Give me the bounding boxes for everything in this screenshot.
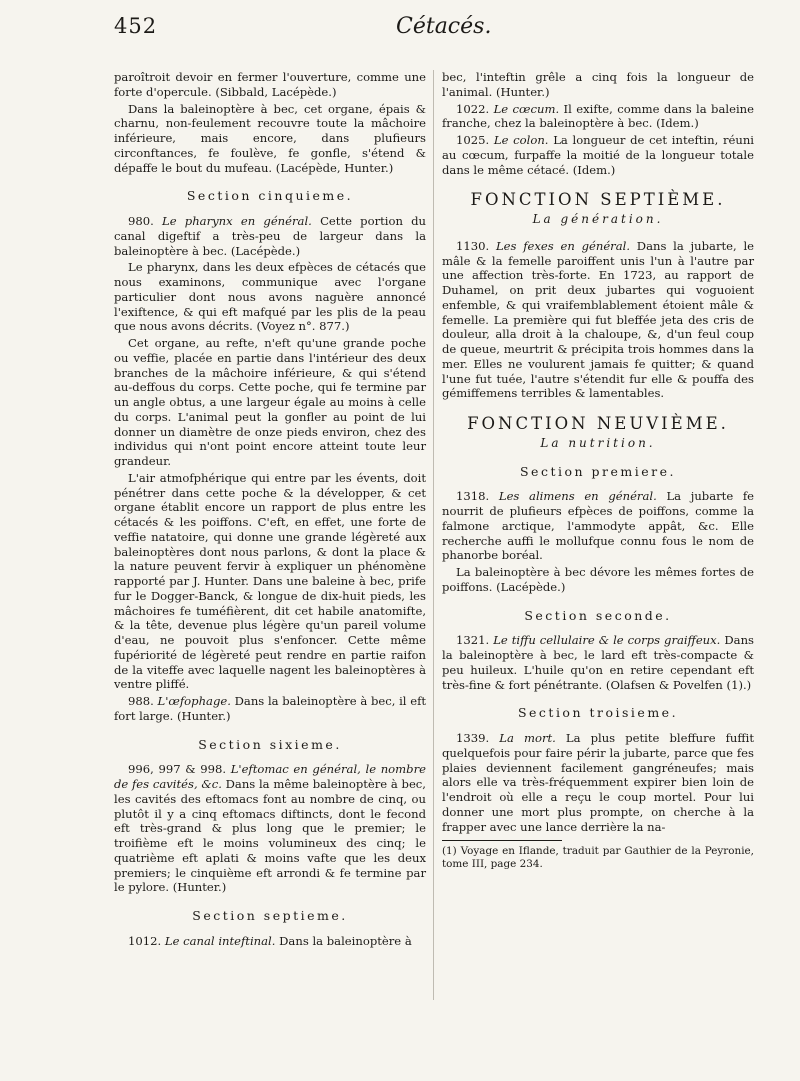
footnote-rule [442, 840, 562, 841]
paragraph: Dans la baleinoptère à bec, cet organe, épais & charnu, non-feulement recouvre toute la mâchoire inférieure, mais encore, dans plufieurs circonftances, fe foulève, fe gonfle, s'étend & dépaffe le bout du mufeau. (Lacépède, Hunter.) [114, 101, 426, 175]
entry-1339: 1339. La mort. La plus petite bleffure fuffit quelquefois pour faire périr la jubarte, parce que fes plaies deviennent facilement gangréneufes; mais alors elle va très-fréquemment expirer bien loin de l'endroit où elle a reçu le coup mortel. Pour lui donner une mort plus prompte, on cherche à la frapper avec une lance derrière la na- [442, 731, 754, 834]
left-column [114, 70, 426, 951]
section-heading: Section seconde. [524, 607, 672, 623]
function-heading: FONCTION SEPTIÈME. [470, 190, 726, 210]
right-column [442, 70, 754, 873]
paragraph: L'air atmofphérique qui entre par les évents, doit pénétrer dans cette poche & la développer, & cet organe établit encore un rapport de plus entre les cétacés & les poiffons. C'eft, en effet, une forte de veffie natatoire, qui donne une grande légèreté aux baleinoptères dont nous parlons, & dont la place & la nature peuvent fervir à expliquer un phénomène rapporté par J. Hunter. Dans une baleine à bec, prife fur le Dogger-Banck, & longue de dix-huit pieds, les mâchoires fe tuméfièrent, dit cet habile anatomifte, & la tête, devenue plus légère qu'un pareil volume d'eau, ne pouvoit plus s'enfoncer. Cette même fupériorité de légèreté peut rendre en partie raifon de la viteffe avec laquelle nagent les baleinoptères à ventre pliffé. [114, 470, 426, 692]
section-heading: Section sixieme. [198, 736, 342, 752]
entry-1022: 1022. Le cœcum. Il exifte, comme dans la baleine franche, chez la baleinoptère à bec. (Idem.) [442, 101, 754, 131]
section-heading: Section troisieme. [517, 705, 679, 721]
section-heading: Section cinquieme. [186, 188, 354, 204]
running-title: Cétacés. [396, 14, 492, 39]
paragraph: paroîtroit devoir en fermer l'ouverture, comme une forte d'opercule. (Sibbald, Lacépède.) [114, 70, 426, 99]
entry-988: 988. L'œfophage. Dans la baleinoptère à bec, il eft fort large. (Hunter.) [114, 694, 427, 723]
entry-1318: 1318. Les alimens en général. La jubarte fe nourrit de plufieurs efpèces de poiffons, comme la falmone arctique, l'ammodyte appât, &c. Elle recherche auffi le mollufque connu fous le nom de phanorbe boréal. [442, 489, 755, 563]
entry-1130: 1130. Les fexes en général. Dans la jubarte, le mâle & la femelle paroiffent unis l'un à l'autre par une affection très-forte. En 1723, au rapport de Duhamel, on prit deux jubartes qui voguoient enfemble, & qui vraifemblablement étoient mâle & femelle. La première qui fut bleffée jeta des cris de douleur, alla droit à la chaloupe, &, d'un feul coup de queue, meurtrit & précipita trois hommes dans la mer. Elles ne voulurent jamais fe quitter; & quand l'une fut tuée, l'autre s'étendit fur elle & pouffa des gémiffemens terribles & lamentables. [442, 238, 755, 401]
footnote: (1) Voyage en Iflande, traduit par Gauthier de la Peyronie, tome III, page 234. [442, 845, 754, 871]
column-divider [433, 70, 434, 1000]
entry-1321: 1321. Le tiffu cellulaire & le corps graiffeux. Dans la baleinoptère à bec, le lard eft très-compacte & peu huileux. L'huile qu'on en retire cependant eft très-fine & fort pénétrante. (Olafsen & Povelfen (1).) [442, 633, 754, 692]
section-heading: Section septieme. [192, 908, 348, 923]
running-header [114, 14, 754, 46]
paragraph: Cet organe, au refte, n'eft qu'une grande poche ou veffie, placée en partie dans l'intérieur des deux branches de la mâchoire inférieure, & qui s'étend au-deffous du corps. Cette poche, qui fe termine par un angle obtus, a une largeur égale au moins à celle du corps. L'animal peut la gonfler au point de lui donner un diamètre de onze pieds environ, chez des individus qui n'ont point encore atteint toute leur grandeur. [114, 336, 426, 468]
entry-1025: 1025. Le colon. La longueur de cet inteftin, réuni au cœcum, furpaffe la moitié de la longueur totale dans le même cétacé. (Idem.) [442, 133, 755, 177]
section-heading: Section premiere. [519, 463, 676, 479]
paragraph: La baleinoptère à bec dévore les mêmes fortes de poiffons. (Lacépède.) [442, 565, 754, 594]
function-heading: FONCTION NEUVIÈME. [467, 414, 729, 433]
paragraph: bec, l'inteftin grêle a cinq fois la longueur de l'animal. (Hunter.) [442, 70, 754, 99]
function-subheading: La génération. [532, 212, 664, 226]
function-subheading: La nutrition. [540, 435, 656, 450]
entry-1012: 1012. Le canal inteftinal. Dans la baleinoptère à [128, 933, 412, 948]
entry-980: 980. Le pharynx en général. Cette portion du canal digeftif a très-peu de largeur dans la baleinoptère à bec. (Lacépède.) [114, 214, 427, 258]
page-number: 452 [114, 14, 158, 38]
entry-996: 996, 997 & 998. L'eftomac en général, le nombre de fes cavités, &c. Dans la même baleinoptère à bec, les cavités des eftomacs font au nombre de cinq, ou plutôt il y a cinq eftomacs diftincts, dont le fecond eft très-grand & plus long que le premier; le troifième eft le moins volumineux des cinq; le quatrième eft aplati & moins vafte que les deux premiers; le cinquième eft arrondi & fe termine par le pylore. (Hunter.) [114, 762, 426, 895]
paragraph: Le pharynx, dans les deux efpèces de cétacés que nous examinons, communique avec l'organe particulier dont nous avons naguère annoncé l'exiftence, & qui eft mafqué par les plis de la peau que nous avons décrits. (Voyez n°. 877.) [114, 260, 426, 334]
